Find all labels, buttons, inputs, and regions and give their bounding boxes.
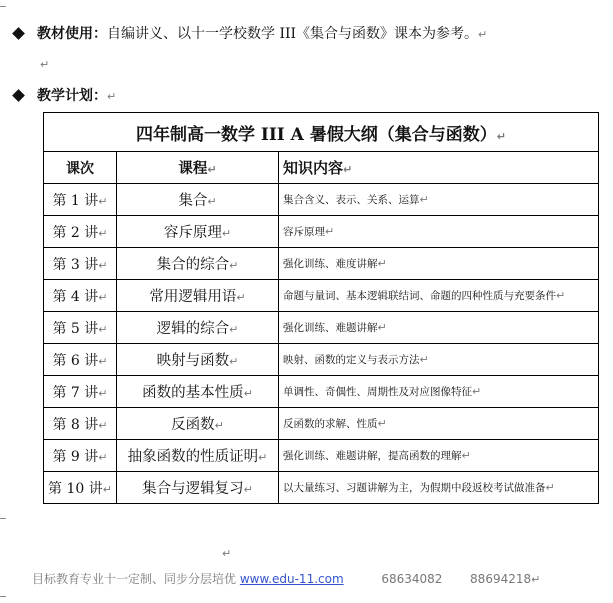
header-content-label: 知识内容 — [283, 159, 344, 177]
content-cell — [279, 216, 599, 248]
course-text: 反函数 — [171, 417, 215, 433]
paragraph-mark-icon: ↵ — [98, 354, 108, 368]
lesson-cell — [44, 248, 117, 280]
paragraph-mark-icon: ↵ — [472, 385, 482, 398]
table-row — [44, 472, 599, 504]
content-text: 以大量练习、习题讲解为主，为假期中段返校考试做准备 — [283, 482, 546, 494]
table-row — [44, 184, 599, 216]
table-row — [44, 440, 599, 472]
course-cell — [117, 248, 279, 280]
paragraph-mark-icon: ↵ — [207, 163, 217, 176]
paragraph-mark-icon: ↵ — [207, 195, 217, 208]
course-cell — [117, 312, 279, 344]
content-cell — [279, 184, 599, 216]
paragraph-mark-icon: ↵ — [222, 547, 232, 560]
table-row — [44, 312, 599, 344]
content-text: 反函数的求解、性质 — [283, 418, 378, 430]
content-cell — [279, 312, 599, 344]
table-row — [44, 216, 599, 248]
lesson-cell — [44, 408, 117, 440]
paragraph-mark-icon: ↵ — [98, 450, 108, 464]
paragraph-mark-icon: ↵ — [496, 129, 507, 143]
content-text: 映射、函数的定义与表示方法 — [283, 354, 420, 366]
header-lesson-label: 课次 — [66, 160, 94, 177]
paragraph-mark-icon: ↵ — [343, 163, 353, 176]
paragraph-mark-icon: ↵ — [229, 323, 239, 336]
margin-mark — [0, 596, 6, 597]
paragraph-mark-icon: ↵ — [377, 417, 387, 430]
plan-label: 教学计划： — [37, 88, 107, 104]
margin-mark — [0, 6, 6, 7]
paragraph-mark-icon: ↵ — [325, 225, 335, 238]
lesson-text: 第 7 讲 — [52, 384, 99, 401]
content-text: 强化训练、难度讲解 — [283, 258, 378, 270]
lesson-text: 第 10 讲 — [48, 480, 103, 497]
lesson-text: 第 4 讲 — [52, 288, 99, 305]
header-lesson — [44, 152, 117, 184]
paragraph-mark-icon: ↵ — [545, 481, 555, 494]
lesson-text: 第 6 讲 — [52, 352, 99, 369]
paragraph-mark-icon: ↵ — [98, 226, 108, 240]
content-text: 容斥原理 — [283, 226, 325, 238]
course-text: 容斥原理 — [163, 225, 222, 241]
paragraph-mark-icon: ↵ — [478, 28, 488, 41]
course-text: 集合 — [178, 193, 208, 209]
paragraph-mark-icon: ↵ — [229, 355, 239, 368]
course-cell — [117, 376, 279, 408]
content-cell — [279, 408, 599, 440]
paragraph-mark-icon: ↵ — [98, 322, 108, 336]
course-cell — [117, 184, 279, 216]
content-text: 强化训练、难题讲解，提高函数的理解 — [283, 450, 462, 462]
course-text: 映射与函数 — [156, 353, 230, 369]
header-content — [279, 152, 599, 184]
syllabus-body — [44, 113, 599, 504]
paragraph-mark-icon: ↵ — [377, 257, 387, 270]
lesson-text: 第 3 讲 — [52, 256, 99, 273]
paragraph-mark-icon: ↵ — [98, 290, 108, 304]
course-cell — [117, 408, 279, 440]
table-row — [44, 280, 599, 312]
paragraph-mark-icon: ↵ — [214, 419, 224, 432]
table-title-cell — [44, 113, 599, 152]
lesson-text: 第 2 讲 — [52, 224, 99, 241]
lesson-cell — [44, 312, 117, 344]
content-text: 单调性、奇偶性、周期性及对应图像特征 — [283, 386, 472, 398]
lesson-cell — [44, 472, 117, 504]
lesson-text: 第 1 讲 — [52, 192, 99, 209]
content-text: 集合含义、表示、关系、运算 — [283, 194, 420, 206]
course-text: 逻辑的综合 — [156, 321, 230, 337]
paragraph-mark-icon: ↵ — [98, 194, 108, 208]
paragraph-mark-icon: ↵ — [556, 289, 566, 302]
footer-phone-1: 68634082 — [381, 572, 443, 586]
paragraph-mark-icon: ↵ — [377, 321, 387, 334]
content-cell — [279, 344, 599, 376]
paragraph-mark-icon: ↵ — [419, 353, 429, 366]
course-text: 函数的基本性质 — [142, 385, 244, 401]
paragraph-mark-icon: ↵ — [258, 451, 268, 464]
lesson-cell — [44, 440, 117, 472]
lesson-text: 第 5 讲 — [52, 320, 99, 337]
content-cell — [279, 440, 599, 472]
content-cell — [279, 472, 599, 504]
course-text: 集合的综合 — [156, 257, 230, 273]
footer-text: 目标教育专业十一定制、同步分层培优 — [32, 572, 237, 586]
course-cell — [117, 440, 279, 472]
course-cell — [117, 280, 279, 312]
materials-text: 自编讲义、以十一学校数学 III《集合与函数》课本为参考。 — [107, 26, 479, 42]
lesson-text: 第 9 讲 — [52, 448, 99, 465]
materials-line — [12, 24, 487, 45]
diamond-bullet-icon — [12, 89, 25, 102]
paragraph-mark-icon: ↵ — [98, 386, 108, 400]
table-row — [44, 376, 599, 408]
paragraph-mark-icon: ↵ — [102, 482, 112, 496]
syllabus-table — [43, 112, 599, 504]
footer — [32, 570, 540, 587]
table-title: 四年制高一数学 III A 暑假大纲（集合与函数） — [135, 124, 497, 145]
content-cell — [279, 376, 599, 408]
margin-mark — [0, 518, 6, 519]
course-text: 抽象函数的性质证明 — [127, 449, 259, 465]
course-text: 集合与逻辑复习 — [142, 481, 244, 497]
lesson-cell — [44, 216, 117, 248]
materials-label: 教材使用： — [37, 26, 107, 42]
diamond-bullet-icon — [12, 27, 25, 40]
table-row — [44, 344, 599, 376]
table-header-row — [44, 152, 599, 184]
plan-line — [12, 86, 116, 107]
course-cell — [117, 472, 279, 504]
course-cell — [117, 216, 279, 248]
lesson-cell — [44, 280, 117, 312]
paragraph-mark-icon: ↵ — [531, 573, 541, 586]
lesson-cell — [44, 184, 117, 216]
paragraph-mark-icon: ↵ — [229, 259, 239, 272]
content-text: 强化训练、难题讲解 — [283, 322, 378, 334]
footer-phone-2: 88694218 — [470, 572, 532, 586]
paragraph-mark-icon: ↵ — [243, 387, 253, 400]
paragraph-mark-icon: ↵ — [461, 449, 471, 462]
table-row — [44, 408, 599, 440]
header-course — [117, 152, 279, 184]
paragraph-mark-icon: ↵ — [40, 58, 50, 71]
paragraph-mark-icon: ↵ — [236, 291, 246, 304]
course-cell — [117, 344, 279, 376]
content-text: 命题与量词、基本逻辑联结词、命题的四种性质与充要条件 — [283, 290, 556, 302]
paragraph-mark-icon: ↵ — [221, 227, 232, 240]
header-course-label: 课程 — [178, 160, 208, 177]
lesson-text: 第 8 讲 — [52, 416, 99, 433]
paragraph-mark-icon: ↵ — [98, 258, 108, 272]
paragraph-mark-icon: ↵ — [98, 418, 108, 432]
lesson-cell — [44, 376, 117, 408]
paragraph-mark-icon: ↵ — [243, 483, 253, 496]
content-cell — [279, 248, 599, 280]
course-text: 常用逻辑用语 — [149, 289, 237, 305]
table-row — [44, 248, 599, 280]
table-title-row — [44, 113, 599, 152]
paragraph-mark-icon: ↵ — [107, 90, 117, 103]
lesson-cell — [44, 344, 117, 376]
footer-website-link[interactable]: www.edu-11.com — [239, 572, 344, 586]
content-cell — [279, 280, 599, 312]
paragraph-mark-icon: ↵ — [419, 193, 429, 206]
